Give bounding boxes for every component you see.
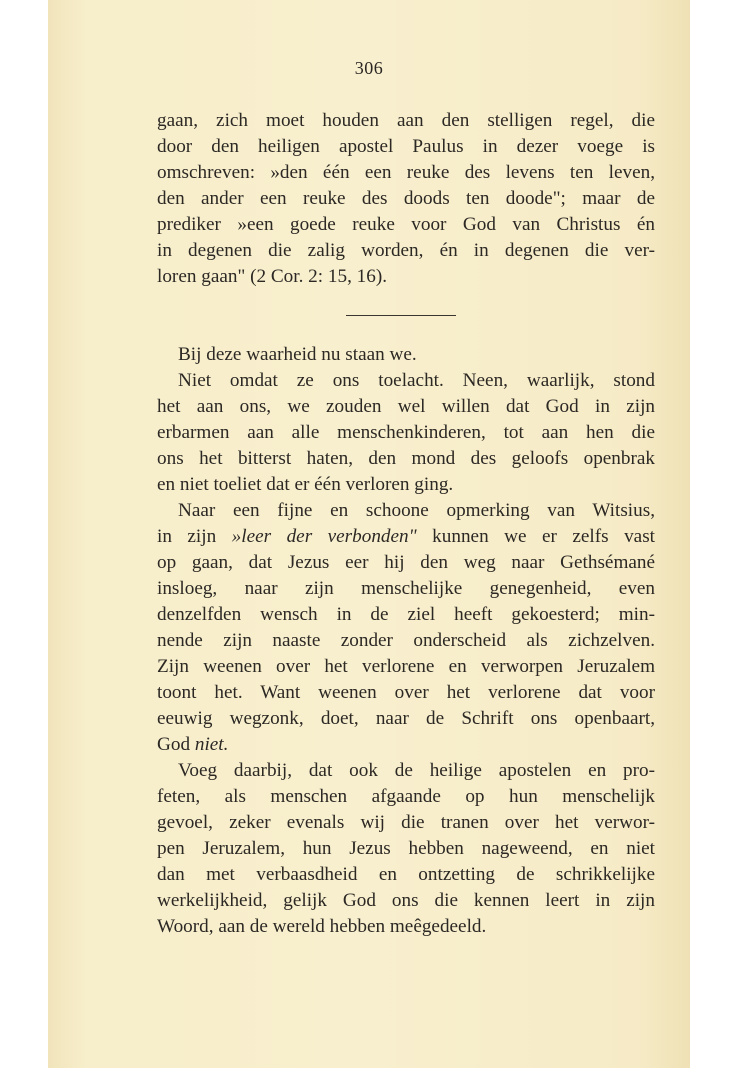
text-line: het aan ons, we zouden wel willen dat God in zijn xyxy=(157,396,655,417)
text-line: werkelijkheid, gelijk God ons die kennen leert in zijn xyxy=(157,890,655,911)
paragraph-continuation xyxy=(157,108,655,290)
page-number: 306 xyxy=(354,58,384,78)
text-line: Woord, aan de wereld hebben meêgedeeld. xyxy=(157,916,487,937)
text-line: Voeg daarbij, dat ook de heilige apostelen en pro- xyxy=(178,760,655,781)
text-line: en niet toeliet dat er één verloren ging. xyxy=(157,474,454,495)
text-line-with-italic xyxy=(157,732,655,758)
text-line: ons het bitterst haten, den mond des geloofs openbrak xyxy=(157,448,655,469)
text-line: denzelfden wensch in de ziel heeft gekoesterd; min- xyxy=(157,604,655,625)
text-line: toont het. Want weenen over het verlorene dat voor xyxy=(157,682,655,703)
text-line: eeuwig wegzonk, doet, naar de Schrift ons openbaart, xyxy=(157,708,655,729)
text-line: feten, als menschen afgaande op hun menschelijk xyxy=(157,786,655,807)
text-line: erbarmen aan alle menschenkinderen, tot aan hen die xyxy=(157,422,655,443)
book-page xyxy=(48,0,690,1068)
text-fragment: God xyxy=(157,734,191,755)
text-line: nende zijn naaste zonder onderscheid als zichzelven. xyxy=(157,630,655,651)
text-line: loren gaan" (2 Cor. 2: 15, 16). xyxy=(157,266,388,287)
text-line-with-italic xyxy=(157,524,655,550)
emphasis-italic: niet. xyxy=(194,734,229,755)
text-line: in degenen die zalig worden, én in degenen die ver- xyxy=(157,240,655,261)
text-line: door den heiligen apostel Paulus in dezer voege is xyxy=(157,136,655,157)
text-line: den ander een reuke des doods ten doode"; maar de xyxy=(157,188,655,209)
text-line: omschreven: »den één een reuke des levens ten leven, xyxy=(157,162,655,183)
text-line: gaan, zich moet houden aan den stelligen regel, die xyxy=(157,110,655,131)
text-fragment: in zijn xyxy=(157,526,217,547)
book-title-italic: »leer der verbonden" xyxy=(231,526,417,547)
text-line: Zijn weenen over het verlorene en verworpen Jeruzalem xyxy=(157,656,655,677)
text-line: Naar een fijne en schoone opmerking van Witsius, xyxy=(178,500,655,521)
text-line: dan met verbaasdheid en ontzetting de schrikkelijke xyxy=(157,864,655,885)
text-line: pen Jeruzalem, hun Jezus hebben nageweend, en niet xyxy=(157,838,655,859)
text-line: insloeg, naar zijn menschelijke genegenheid, even xyxy=(157,578,655,599)
section-divider xyxy=(346,315,456,316)
text-line: Bij deze waarheid nu staan we. xyxy=(178,344,417,365)
text-fragment: kunnen we er zelfs vast xyxy=(432,526,655,547)
section-body xyxy=(157,342,655,940)
text-line: Niet omdat ze ons toelacht. Neen, waarlijk, stond xyxy=(178,370,655,391)
text-line: op gaan, dat Jezus eer hij den weg naar Gethsémané xyxy=(157,552,655,573)
text-line: prediker »een goede reuke voor God van Christus én xyxy=(157,214,655,235)
text-line: gevoel, zeker evenals wij die tranen over het verwor- xyxy=(157,812,655,833)
